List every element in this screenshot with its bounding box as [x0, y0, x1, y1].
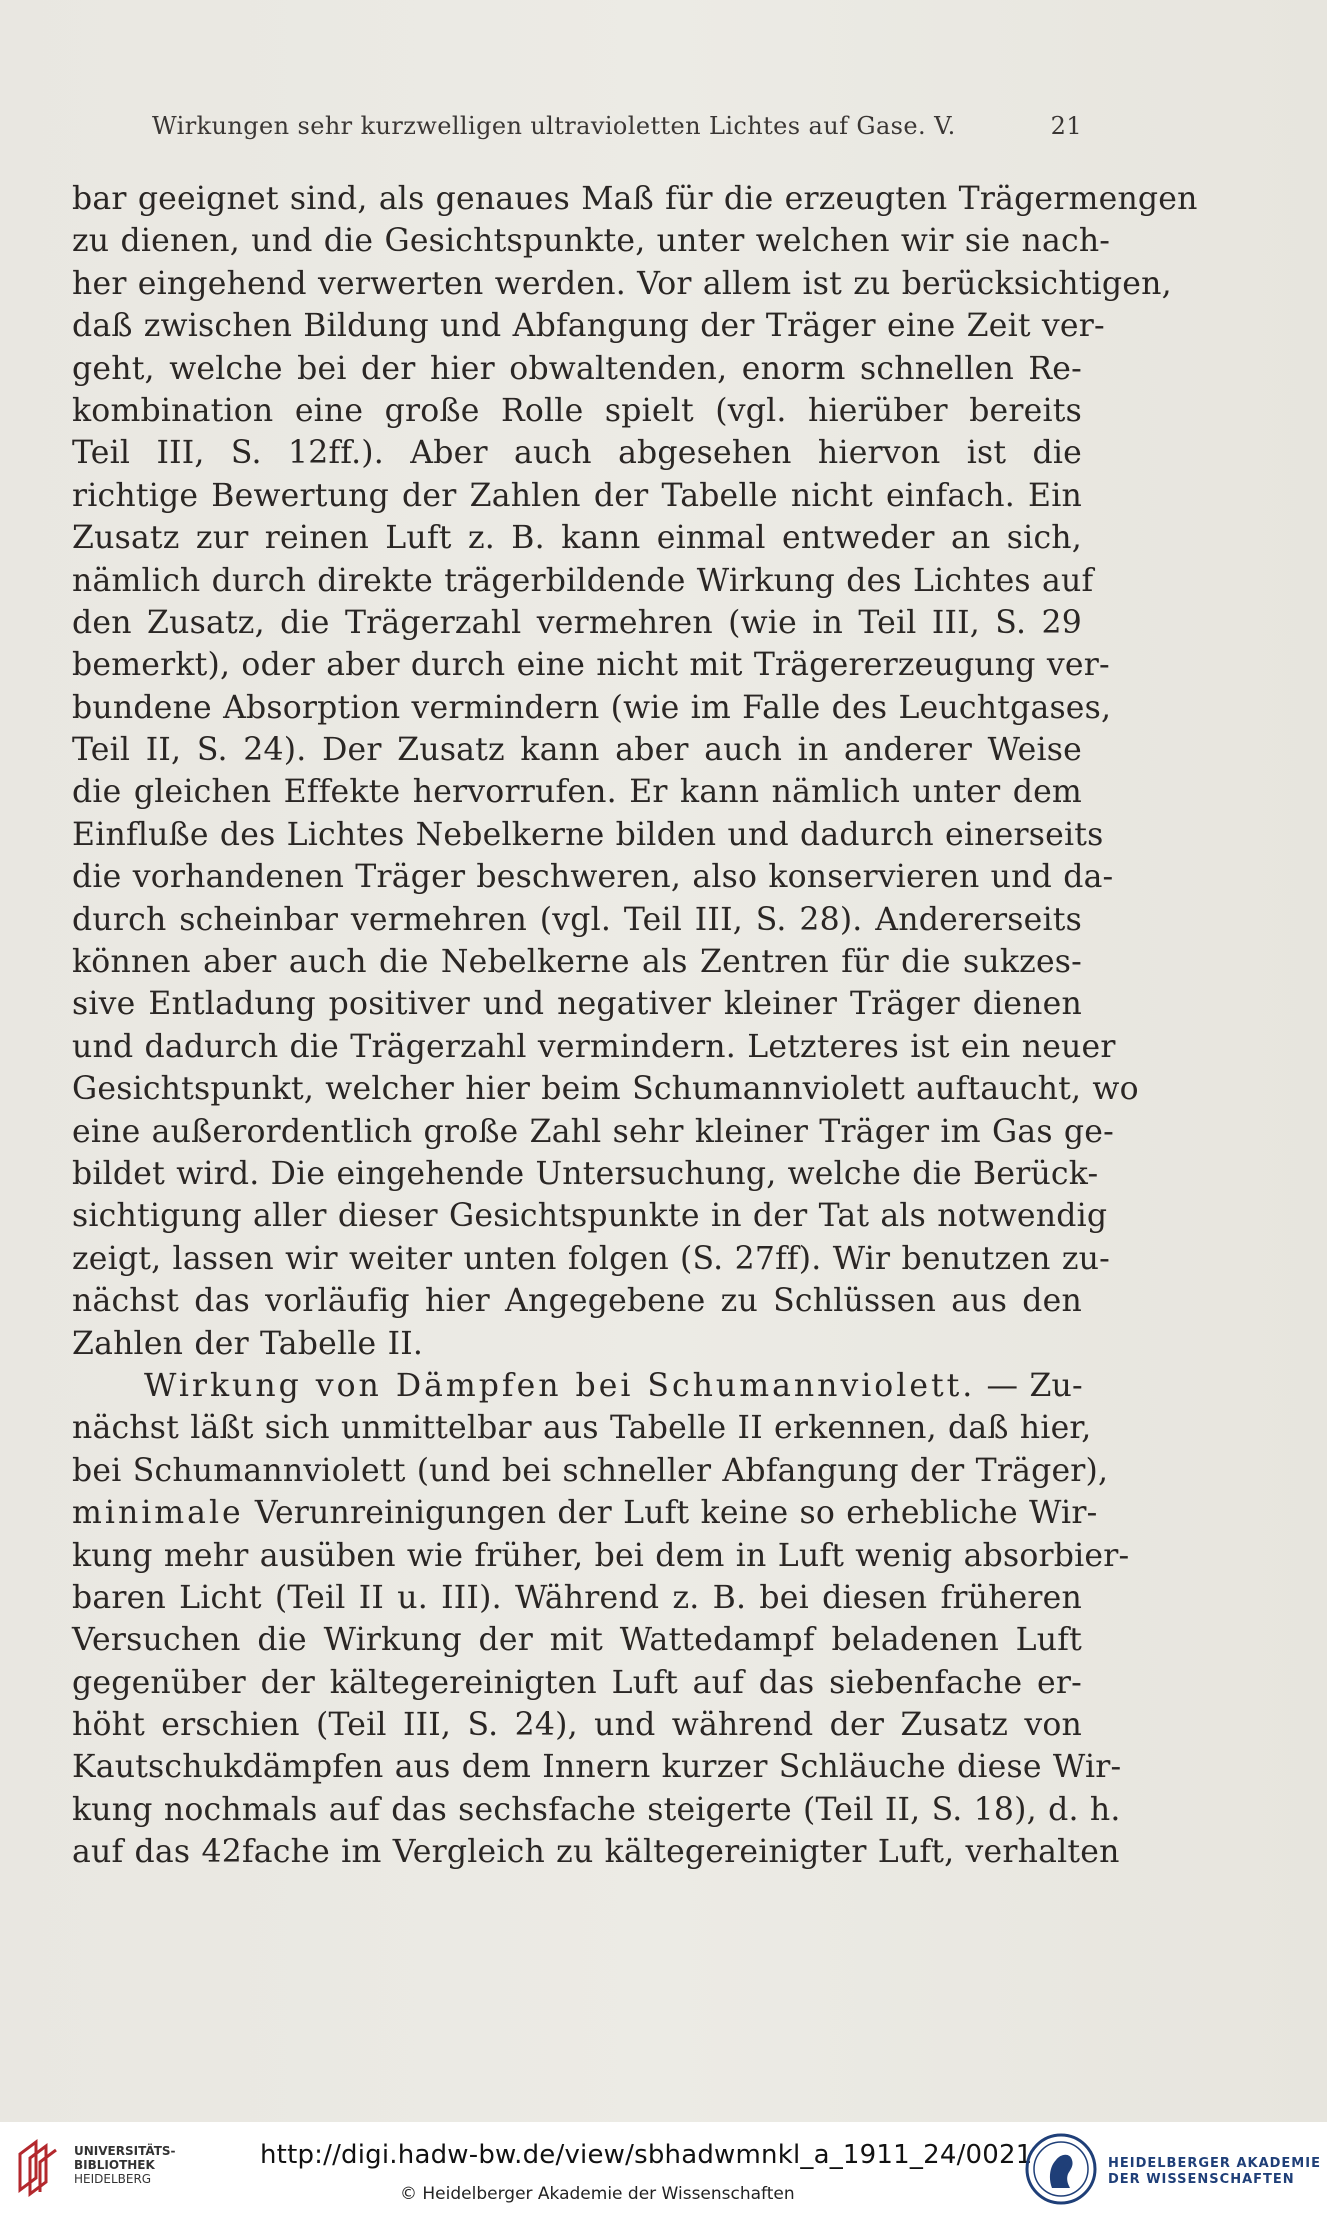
academy-seal-icon — [1024, 2132, 1098, 2206]
text-line: sive Entladung positiver und negativer kleiner Träger dienen — [72, 986, 1082, 1023]
page-number: 21 — [1050, 112, 1082, 140]
text-line: Teil II, S. 24). Der Zusatz kann aber auch in anderer Weise — [72, 732, 1082, 769]
text-line: die gleichen Effekte hervorrufen. Er kann nämlich unter dem — [72, 774, 1082, 811]
academy-name-line: DER WISSENSCHAFTEN — [1108, 2172, 1295, 2187]
text-line: durch scheinbar vermehren (vgl. Teil III, S. 28). Andererseits — [72, 901, 1082, 938]
text-line: die vorhandenen Träger beschweren, also konservieren und da- — [72, 859, 1114, 896]
digitization-footer — [0, 2122, 1327, 2216]
section-heading: Wirkung von Dämpfen bei Schumannviolett. — [144, 1367, 976, 1404]
text-line: daß zwischen Bildung und Abfangung der Träger eine Zeit ver- — [72, 308, 1105, 345]
body-text — [72, 178, 1198, 1874]
text-line: zu dienen, und die Gesichtspunkte, unter welchen wir sie nach- — [72, 223, 1111, 260]
text-line: den Zusatz, die Trägerzahl vermehren (wie in Teil III, S. 29 — [72, 604, 1082, 641]
text-line: Einfluße des Lichtes Nebelkerne bilden und dadurch einerseits — [72, 816, 1104, 853]
university-library-logo-icon — [14, 2136, 62, 2196]
academy-name — [1108, 2156, 1321, 2188]
text-line: nächst läßt sich unmittelbar aus Tabelle II erkennen, daß hier, — [72, 1410, 1092, 1447]
library-name-line: BIBLIOTHEK — [74, 2158, 155, 2172]
text-line: kung nochmals auf das sechsfache steigerte (Teil II, S. 18), d. h. — [72, 1791, 1121, 1828]
text-line — [72, 1492, 1098, 1534]
text-line: bar geeignet sind, als genaues Maß für die erzeugten Trägermengen — [72, 181, 1198, 217]
emphasized-word: minimale — [72, 1495, 244, 1532]
text-line: kombination eine große Rolle spielt (vgl. hierüber bereits — [72, 392, 1082, 429]
text-line: sichtigung aller dieser Gesichtspunkte in der Tat als notwendig — [72, 1198, 1108, 1235]
text-line: baren Licht (Teil II u. III). Während z. B. bei diesen früheren — [72, 1579, 1082, 1616]
text-line: her eingehend verwerten werden. Vor allem ist zu berücksichtigen, — [72, 265, 1172, 302]
text-line: Teil III, S. 12ff.). Aber auch abgesehen hiervon ist die — [72, 435, 1082, 472]
text-line: können aber auch die Nebelkerne als Zentren für die sukzes- — [72, 944, 1082, 981]
text-line: richtige Bewertung der Zahlen der Tabelle nicht einfach. Ein — [72, 477, 1082, 514]
text-line: Zahlen der Tabelle II. — [72, 1325, 424, 1362]
library-name-line: UNIVERSITÄTS- — [74, 2144, 176, 2158]
text-line: bildet wird. Die eingehende Untersuchung, welche die Berück- — [72, 1155, 1099, 1192]
text-line: Versuchen die Wirkung der mit Wattedampf beladenen Luft — [72, 1622, 1082, 1659]
running-title: Wirkungen sehr kurzwelligen ultravioletten Lichtes auf Gase. V. — [152, 112, 956, 140]
text-line: bundene Absorption vermindern (wie im Falle des Leuchtgases, — [72, 689, 1112, 726]
text-fragment: Verunreinigungen der Luft keine so erhebliche Wir- — [254, 1495, 1098, 1532]
text-line: höht erschien (Teil III, S. 24), und während der Zusatz von — [72, 1707, 1082, 1744]
text-line: nächst das vorläufig hier Angegebene zu Schlüssen aus den — [72, 1283, 1082, 1320]
text-line: Gesichtspunkt, welcher hier beim Schumannviolett auftaucht, wo — [72, 1071, 1139, 1108]
text-line: bei Schumannviolett (und bei schneller Abfangung der Träger), — [72, 1452, 1109, 1489]
text-line: Zusatz zur reinen Luft z. B. kann einmal entweder an sich, — [72, 520, 1082, 557]
text-line: auf das 42fache im Vergleich zu kältegereinigter Luft, verhalten — [72, 1834, 1120, 1871]
text-line: kung mehr ausüben wie früher, bei dem in Luft wenig absorbier- — [72, 1537, 1130, 1574]
text-line: geht, welche bei der hier obwaltenden, enorm schnellen Re- — [72, 350, 1082, 387]
running-head — [152, 112, 1082, 148]
text-line: eine außerordentlich große Zahl sehr kleiner Träger im Gas ge- — [72, 1113, 1114, 1150]
text-line: bemerkt), oder aber durch eine nicht mit Trägererzeugung ver- — [72, 647, 1110, 684]
text-line: und dadurch die Trägerzahl vermindern. Letzteres ist ein neuer — [72, 1028, 1116, 1065]
university-library-name — [74, 2144, 176, 2186]
text-line: gegenüber der kältegereinigten Luft auf das siebenfache er- — [72, 1664, 1082, 1701]
permalink-url[interactable]: http://digi.hadw-bw.de/view/sbhadwmnkl_a_1911_24/0021 — [260, 2140, 1033, 2170]
section-heading-line — [72, 1365, 1082, 1407]
text-line: nämlich durch direkte trägerbildende Wirkung des Lichtes auf — [72, 562, 1094, 599]
academy-name-line: HEIDELBERGER AKADEMIE — [1108, 2156, 1321, 2171]
library-name-line: HEIDELBERG — [74, 2172, 152, 2186]
text-fragment: — Zu- — [986, 1367, 1083, 1404]
text-line: zeigt, lassen wir weiter unten folgen (S. 27ff). Wir benutzen zu- — [72, 1240, 1110, 1277]
copyright-notice: © Heidelberger Akademie der Wissenschaften — [400, 2184, 795, 2204]
text-line: Kautschukdämpfen aus dem Innern kurzer Schläuche diese Wir- — [72, 1749, 1122, 1786]
